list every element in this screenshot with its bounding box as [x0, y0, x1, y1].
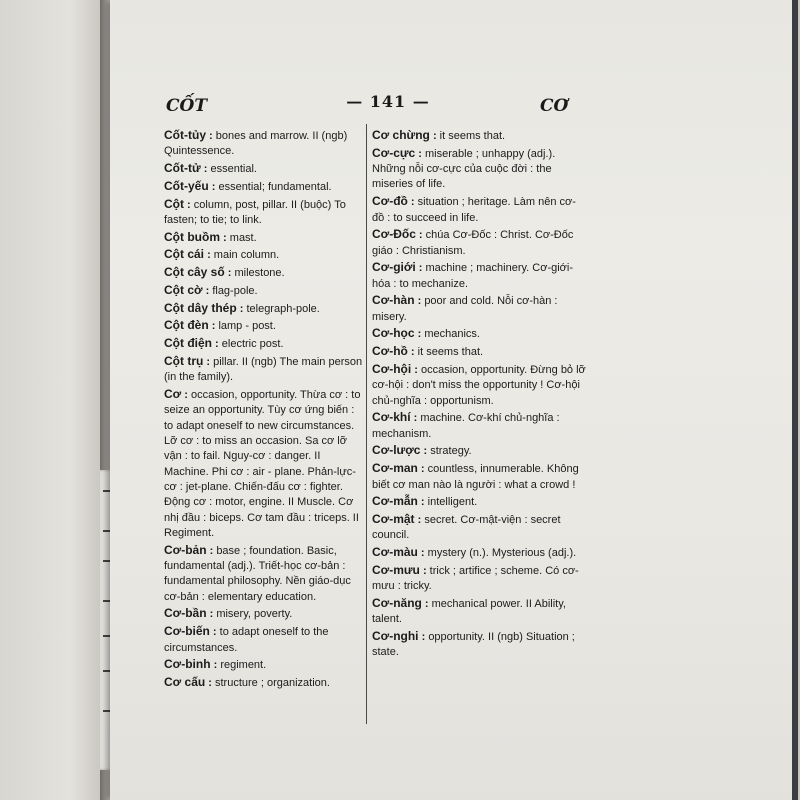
dictionary-entry [372, 260, 587, 292]
entry-headword: Cơ-học [372, 326, 415, 341]
entry-headword: Cột buồm [164, 229, 220, 244]
entry-separator: : [202, 284, 213, 297]
entry-definition: situation ; heritage. Làm nên cơ-đồ : to succeed in life. [372, 196, 576, 224]
entry-definition: misery, poverty. [216, 608, 293, 621]
dictionary-entry [164, 336, 364, 352]
desk-background [0, 0, 100, 800]
entry-definition: bones and marrow. II (ngb) Quintessence. [164, 130, 351, 158]
entry-headword: Cơ-đồ [372, 194, 408, 209]
entry-separator: : [414, 513, 425, 526]
entry-separator: : [419, 564, 430, 577]
entry-headword: Cơ-mật [372, 511, 415, 526]
dictionary-entry [372, 461, 587, 493]
entry-definition: countless, innumerable. Không biết cơ man nào là người : what a crowd ! [372, 463, 582, 491]
dictionary-page [110, 0, 798, 800]
dictionary-entry [164, 354, 364, 386]
entry-headword: Cơ-giới [372, 260, 416, 275]
entry-separator: : [204, 249, 214, 262]
entry-separator: : [224, 267, 235, 280]
entry-headword: Cơ-nghi [372, 628, 419, 643]
entry-headword: Cột [164, 196, 184, 211]
dictionary-entry [164, 318, 364, 334]
page-number: — 141 — [346, 92, 430, 111]
entry-headword: Cơ-bản [164, 542, 207, 557]
entry-headword: Cốt-yếu [164, 178, 209, 193]
entry-definition: machine. Cơ-khí chủ-nghĩa : mechanism. [372, 412, 563, 440]
dictionary-entry [372, 545, 587, 561]
right-column [372, 128, 587, 662]
entry-headword: Cơ-cực [372, 145, 416, 160]
entry-headword: Cơ-Đốc [372, 227, 416, 242]
entry-headword: Cơ-man [372, 461, 418, 476]
dictionary-entry [164, 606, 364, 622]
entry-separator: : [220, 231, 230, 244]
entry-definition: regiment. [220, 659, 267, 672]
entry-separator: : [181, 388, 191, 401]
entry-separator: : [208, 320, 219, 333]
entry-definition: main column. [213, 249, 280, 262]
entry-headword: Cơ-năng [372, 595, 422, 610]
column-divider [366, 124, 367, 724]
entry-headword: Cốt-tủy [164, 128, 206, 142]
entry-definition: poor and cold. Nỗi cơ-hàn : misery. [372, 295, 561, 323]
dictionary-entry [164, 301, 364, 317]
dictionary-entry [372, 128, 587, 144]
dictionary-entry [164, 197, 364, 229]
entry-headword: Cơ [164, 386, 182, 401]
entry-definition: strategy. [430, 445, 472, 458]
entry-headword: Cột điện [164, 336, 212, 351]
page-right-edge [792, 0, 798, 800]
entry-definition: column, post, pillar. II (buộc) To fasten; to tie; to link. [164, 198, 349, 226]
entry-separator: : [410, 412, 421, 425]
entry-separator: : [415, 229, 426, 242]
entry-definition: miserable ; unhappy (adj.). Những nỗi cơ-cực của cuộc đời : the miseries of life. [372, 147, 559, 191]
entry-separator: : [184, 198, 194, 211]
dictionary-entry [164, 179, 364, 195]
dictionary-entry [372, 494, 587, 510]
entry-separator: : [407, 196, 418, 209]
entry-definition: lamp - post. [218, 320, 276, 333]
entry-separator: : [418, 630, 429, 643]
dictionary-entry [372, 410, 587, 442]
dictionary-entry [372, 563, 587, 595]
entry-definition: essential; fundamental. [218, 180, 332, 193]
running-header-left: CỐT [166, 96, 207, 116]
entry-separator: : [415, 262, 426, 275]
dictionary-entry [372, 146, 587, 193]
entry-separator: : [212, 338, 222, 351]
entry-separator: : [421, 597, 432, 610]
entry-separator: : [205, 676, 215, 689]
entry-separator: : [417, 547, 428, 560]
entry-headword: Cột đèn [164, 318, 209, 333]
entry-headword: Cơ cấu [164, 674, 206, 689]
entry-definition: secret. Cơ-mật-viện : secret council. [372, 513, 564, 542]
entry-separator: : [417, 463, 428, 476]
dictionary-entry [164, 247, 364, 263]
entry-definition: mast. [229, 231, 257, 244]
entry-headword: Cơ-binh [164, 657, 211, 672]
dictionary-entry [164, 161, 364, 177]
entry-definition: intelligent. [427, 496, 478, 509]
entry-separator: : [414, 328, 425, 341]
entry-definition: mechanical power. II Ability, talent. [372, 597, 570, 626]
entry-headword: Cơ-mẫn [372, 494, 418, 509]
entry-definition: milestone. [234, 267, 285, 280]
running-header-right: CƠ [540, 96, 569, 116]
entry-separator: : [208, 180, 219, 193]
dictionary-entry [372, 293, 587, 325]
entry-headword: Cơ-khí [372, 410, 411, 425]
entry-definition: occasion, opportunity. Thừa cơ : to seize an opportunity. Tùy cơ ứng biến : to adapt oneself to new circumstances. Lỡ cơ : to miss an occasion. Sa cơ lỡ vận : to fail. Nguy-cơ : danger. II Machine. Phi cơ : air - plane. Phản-lực-cơ : jet-plane. Chiến-đấu cơ : fighter. Động cơ : motor, engine. II Muscle. Cơ nhị đầu : biceps. Cơ tam đầu : triceps. II Regiment. [164, 388, 364, 539]
entry-separator: : [206, 608, 217, 621]
entry-headword: Cơ-hội [372, 361, 412, 376]
entry-separator: : [206, 130, 216, 142]
entry-definition: electric post. [221, 338, 284, 351]
entry-definition: essential. [210, 163, 257, 176]
entry-definition: it seems that. [417, 346, 484, 359]
dictionary-entry [372, 344, 587, 360]
entry-separator: : [407, 346, 418, 359]
entry-definition: mechanics. [424, 328, 480, 341]
entry-headword: Cơ-hàn [372, 293, 415, 308]
entry-definition: telegraph-pole. [246, 302, 320, 315]
entry-headword: Cơ-lược [372, 443, 421, 458]
entry-separator: : [210, 659, 221, 672]
entry-definition: flag-pole. [212, 284, 258, 297]
dictionary-entry [164, 657, 364, 673]
entry-definition: machine ; machinery. Cơ-giới-hóa : to mechanize. [372, 262, 574, 290]
entry-separator: : [417, 496, 428, 509]
dictionary-entry [372, 512, 587, 544]
entry-separator: : [206, 544, 217, 557]
dictionary-entry [164, 543, 364, 605]
dictionary-entry [372, 326, 587, 342]
entry-definition: chúa Cơ-Đốc : Christ. Cơ-Đốc giáo : Christianism. [372, 229, 577, 257]
dictionary-entry [164, 230, 364, 246]
entry-separator: : [420, 445, 431, 458]
entry-separator: : [236, 302, 247, 315]
entry-headword: Cơ-biến [164, 624, 210, 639]
dictionary-entry [372, 629, 587, 661]
dictionary-entry [372, 596, 587, 628]
entry-headword: Cơ-màu [372, 545, 418, 560]
entry-headword: Cột trụ [164, 353, 204, 368]
entry-separator: : [429, 130, 440, 142]
dictionary-entry [372, 443, 587, 459]
dictionary-entry [372, 362, 587, 409]
entry-separator: : [200, 163, 211, 176]
entry-headword: Cơ-hồ [372, 344, 408, 359]
dictionary-entry [164, 265, 364, 281]
entry-separator: : [415, 147, 426, 160]
entry-definition: it seems that. [439, 130, 506, 142]
entry-headword: Cột dây thép [164, 300, 237, 315]
entry-separator: : [209, 626, 220, 639]
entry-headword: Cơ-mưu [372, 562, 420, 577]
dictionary-entry [372, 194, 587, 226]
dictionary-entry [164, 675, 364, 691]
entry-definition: trick ; artifice ; scheme. Có cơ-mưu : tricky. [372, 564, 579, 593]
dictionary-entry [164, 387, 364, 541]
entry-headword: Cột cái [164, 247, 205, 262]
entry-definition: to adapt oneself to the circumstances. [164, 626, 332, 654]
dictionary-entry [372, 227, 587, 259]
left-column [164, 128, 364, 693]
entry-headword: Cơ chừng [372, 128, 430, 142]
entry-separator: : [203, 355, 214, 368]
entry-definition: mystery (n.). Mysterious (adj.). [427, 547, 577, 560]
entry-separator: : [414, 295, 425, 308]
entry-headword: Cốt-tử [164, 161, 201, 176]
entry-definition: occasion, opportunity. Đừng bỏ lỡ cơ-hội : don't miss the opportunity ! Cơ-hội chủ-nghĩa : opportunism. [372, 363, 589, 407]
dictionary-entry [164, 128, 364, 160]
entry-definition: structure ; organization. [215, 676, 330, 689]
dictionary-entry [164, 283, 364, 299]
entry-definition: opportunity. II (ngb) Situation ; state. [372, 630, 578, 659]
dictionary-entry [164, 624, 364, 656]
entry-definition: pillar. II (ngb) The main person (in the family). [164, 355, 366, 384]
entry-headword: Cơ-bần [164, 606, 207, 621]
entry-separator: : [411, 363, 421, 376]
entry-definition: base ; foundation. Basic, fundamental (adj.). Triết-học cơ-bản : fundamental philosophy. Nền giáo-dục cơ-bản : elementary education. [164, 544, 354, 603]
entry-headword: Cột cây số [164, 265, 225, 280]
entry-headword: Cột cờ [164, 282, 203, 297]
